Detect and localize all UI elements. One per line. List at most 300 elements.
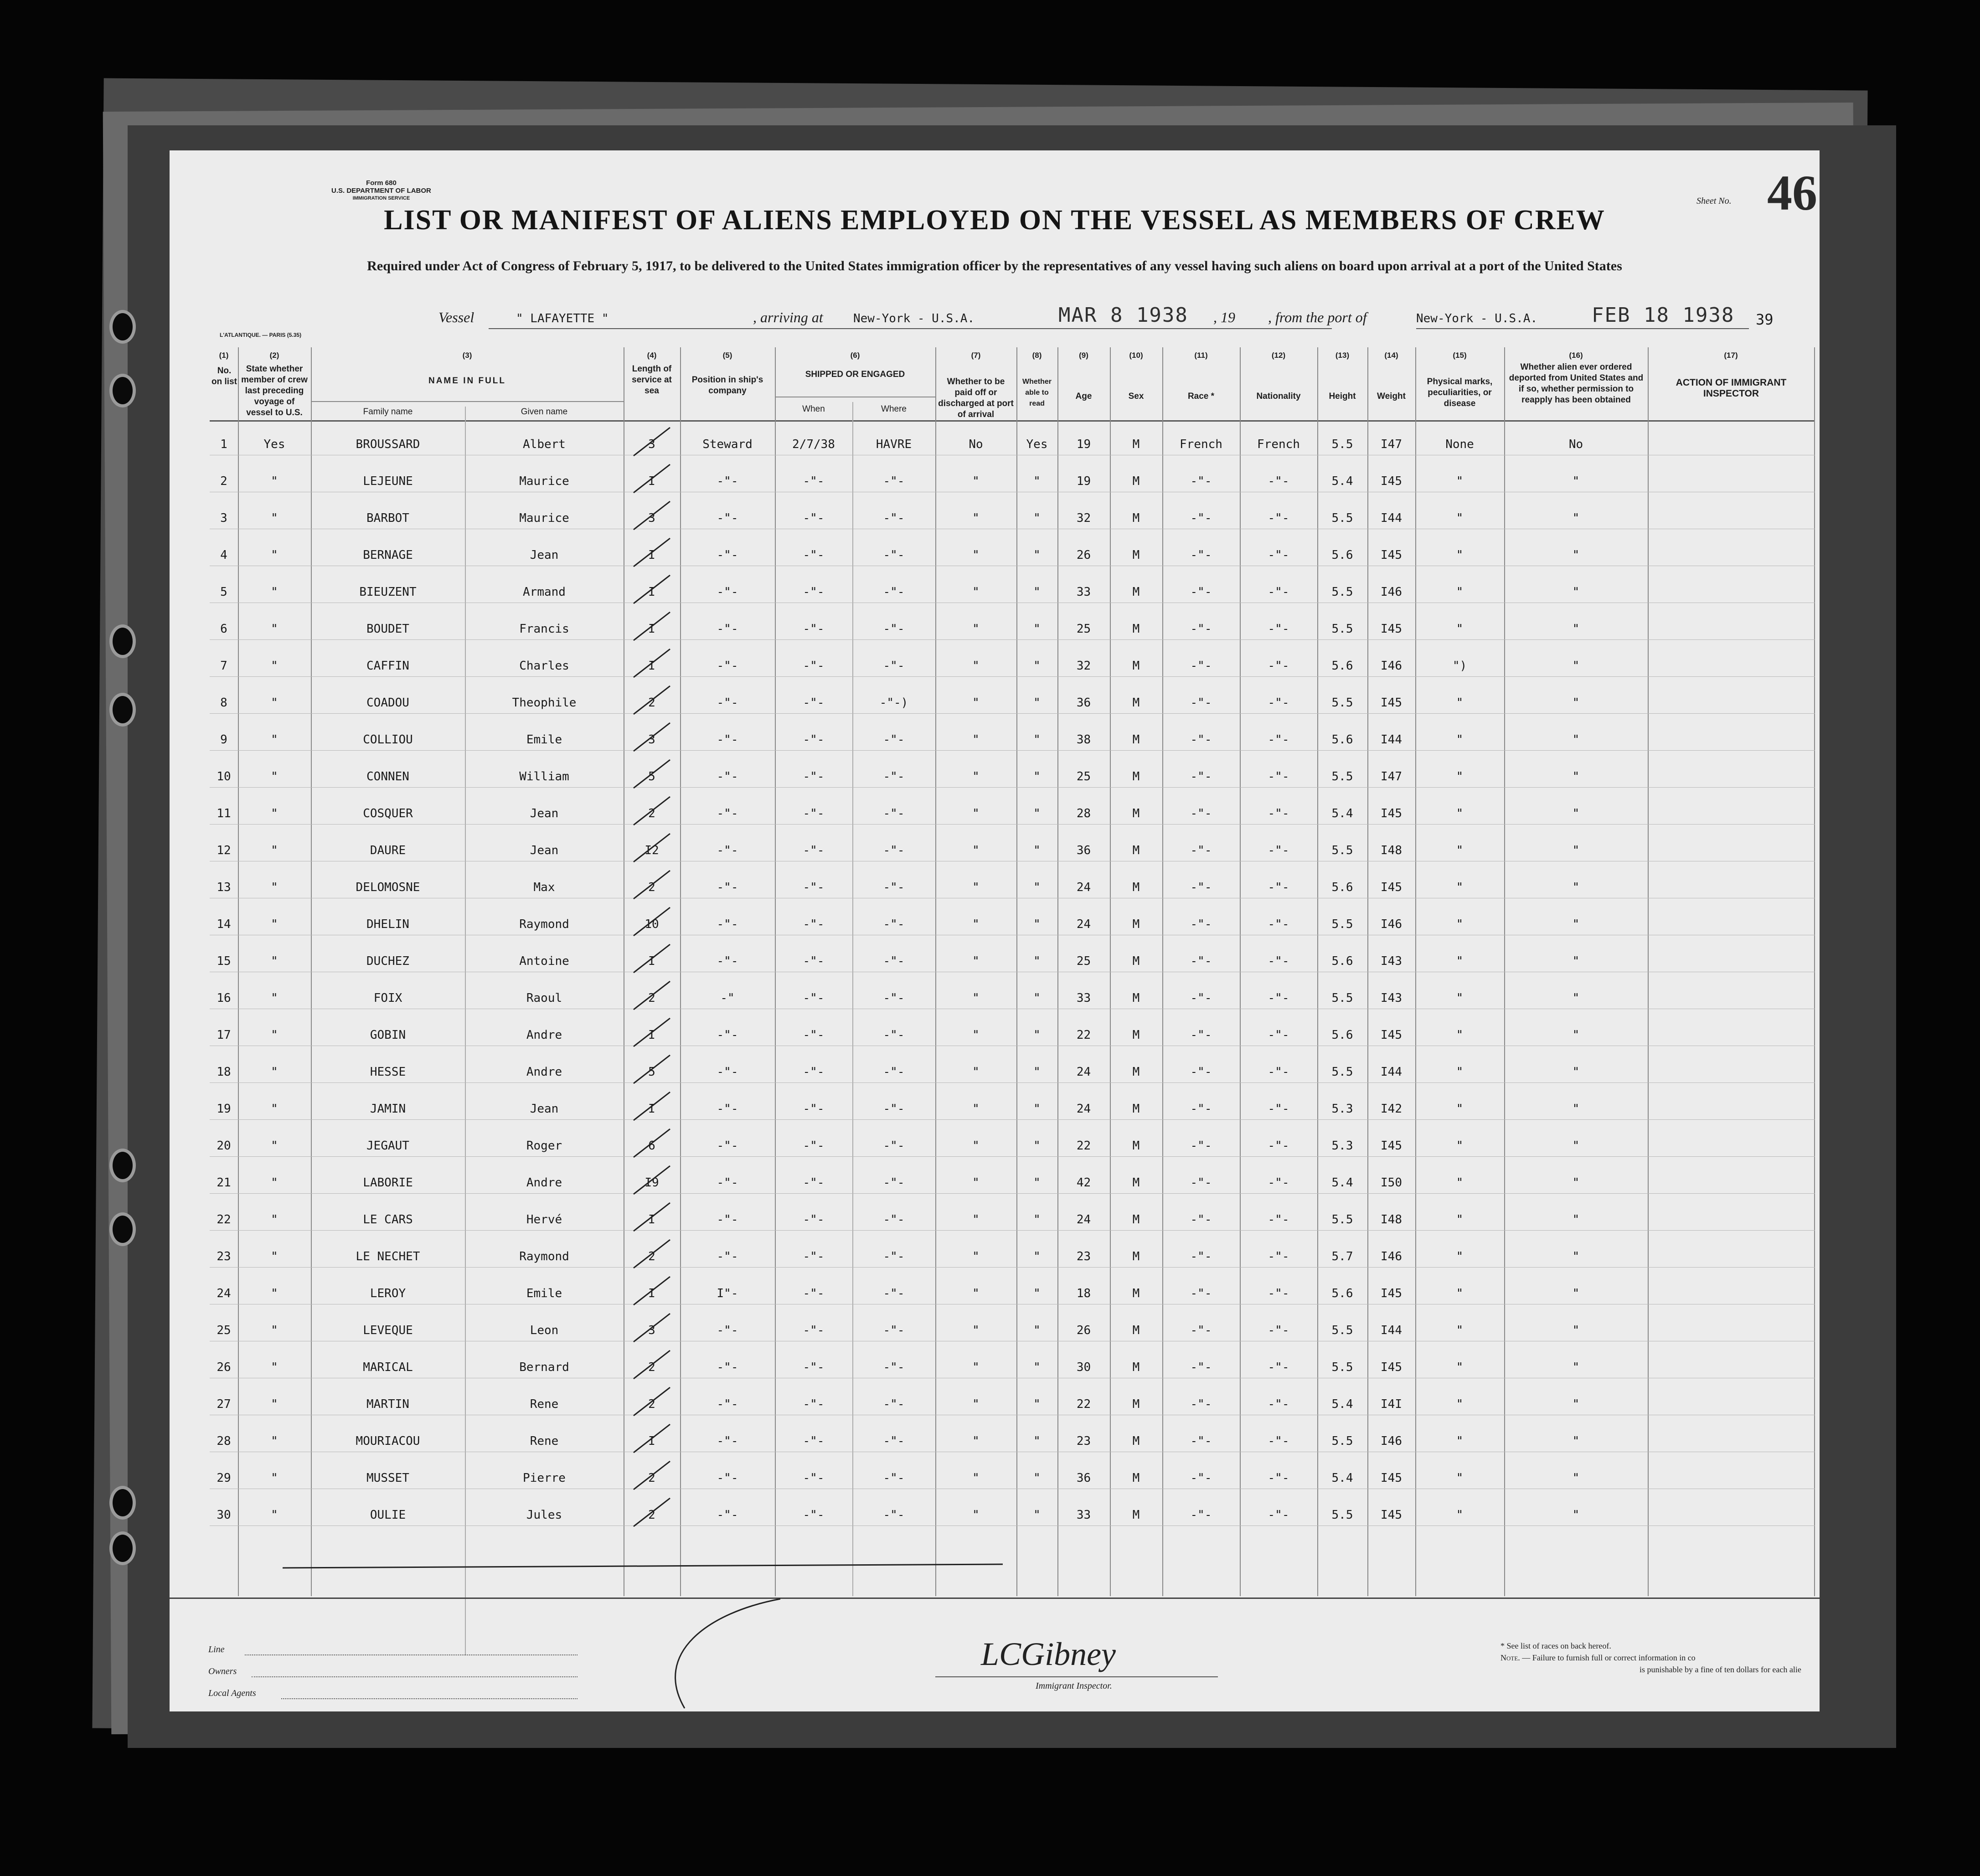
crew-last-voyage-cell: " (271, 1471, 278, 1485)
family-name-cell: LABORIE (363, 1176, 413, 1190)
header-when: When (802, 404, 825, 414)
family-name-cell: DELOMOSNE (356, 881, 420, 894)
paid-off-cell: " (972, 1434, 980, 1448)
physical-marks-cell: " (1456, 954, 1464, 968)
nationality-cell: -"- (1268, 881, 1289, 894)
age-cell: 19 (1076, 474, 1091, 488)
age-cell: 38 (1076, 733, 1091, 747)
weight-cell: I43 (1381, 954, 1402, 968)
row-number-cell: 30 (217, 1508, 231, 1522)
position-cell: -"- (717, 1434, 738, 1448)
age-cell: 33 (1076, 991, 1091, 1005)
header-age: Age (1075, 392, 1092, 401)
given-name-cell: Emile (526, 1287, 562, 1300)
physical-marks-cell: " (1456, 1397, 1464, 1411)
position-cell: -"- (717, 1324, 738, 1337)
sex-cell: M (1132, 1028, 1140, 1042)
family-name-cell: DAURE (370, 844, 406, 857)
binder-hole (109, 374, 136, 407)
race-cell: -"- (1190, 585, 1212, 599)
nationality-cell: -"- (1268, 770, 1289, 783)
shipped-where-cell: -"- (883, 1434, 905, 1448)
service-length-cell: 3 (648, 511, 655, 525)
able-to-read-cell: " (1033, 1176, 1041, 1190)
deported-cell: " (1572, 1508, 1580, 1522)
race-cell: -"- (1190, 622, 1212, 636)
paid-off-cell: " (972, 1102, 980, 1116)
sex-cell: M (1132, 881, 1140, 894)
paid-off-cell: " (972, 1287, 980, 1300)
crew-last-voyage-cell: " (271, 1508, 278, 1522)
physical-marks-cell: " (1456, 1102, 1464, 1116)
nationality-cell: -"- (1268, 1361, 1289, 1374)
line-label: Line (208, 1644, 225, 1654)
penalty-note (1500, 1652, 1696, 1664)
given-name-cell: William (519, 770, 569, 783)
shipped-when-cell: -"- (803, 511, 825, 525)
family-name-cell: LEROY (370, 1287, 406, 1300)
column-number: (17) (1724, 351, 1738, 360)
age-cell: 22 (1076, 1397, 1091, 1411)
physical-marks-cell: " (1456, 622, 1464, 636)
family-name-cell: COSQUER (363, 807, 413, 820)
shipped-where-cell: -"- (883, 474, 905, 488)
sex-cell: M (1132, 1176, 1140, 1190)
shipped-when-cell: -"- (803, 622, 825, 636)
pen-tick-mark (634, 1498, 670, 1526)
able-to-read-cell: " (1033, 474, 1041, 488)
race-cell: -"- (1190, 511, 1212, 525)
nationality-cell: -"- (1268, 474, 1289, 488)
physical-marks-cell: " (1456, 991, 1464, 1005)
shipped-where-cell: -"- (883, 917, 905, 931)
position-cell: -"- (717, 917, 738, 931)
closing-line (283, 1564, 1003, 1568)
position-cell: Steward (702, 438, 753, 451)
nationality-cell: -"- (1268, 1250, 1289, 1263)
crew-last-voyage-cell: " (271, 1361, 278, 1374)
deported-cell: " (1572, 881, 1580, 894)
given-name-cell: Max (533, 881, 555, 894)
service-length-cell: 3 (648, 438, 655, 451)
shipped-when-cell: -"- (803, 474, 825, 488)
physical-marks-cell: " (1456, 1065, 1464, 1079)
binder-hole (109, 1212, 136, 1246)
crew-last-voyage-cell: Yes (263, 438, 285, 451)
physical-marks-cell: " (1456, 1176, 1464, 1190)
sex-cell: M (1132, 548, 1140, 562)
deported-cell: " (1572, 917, 1580, 931)
sex-cell: M (1132, 807, 1140, 820)
able-to-read-cell: " (1033, 1287, 1041, 1300)
header-paid-off: Whether to be paid off or discharged at port of arrival (938, 377, 1014, 419)
family-name-cell: COADOU (366, 696, 409, 710)
position-cell: -"- (717, 1065, 738, 1079)
row-number-cell: 26 (217, 1361, 231, 1374)
sex-cell: M (1132, 1065, 1140, 1079)
position-cell: -"- (717, 1028, 738, 1042)
physical-marks-cell: " (1456, 696, 1464, 710)
header-length-of-service: Length of service at sea (632, 364, 672, 396)
crew-last-voyage-cell: " (271, 954, 278, 968)
position-cell: -"- (717, 844, 738, 857)
sex-cell: M (1132, 1213, 1140, 1227)
given-name-cell: Maurice (519, 474, 569, 488)
service-length-cell: I2 (645, 844, 659, 857)
column-number: (7) (971, 351, 981, 360)
position-cell: -"- (717, 659, 738, 673)
row-number-cell: 28 (217, 1434, 231, 1448)
physical-marks-cell: " (1456, 511, 1464, 525)
pen-tick-mark (634, 501, 670, 530)
header-crew-last-voyage: State whether member of crew last preceding voyage of vessel to U.S. (241, 364, 308, 417)
height-cell: 5.5 (1331, 622, 1353, 636)
sex-cell: M (1132, 438, 1140, 451)
race-cell: -"- (1190, 696, 1212, 710)
pen-tick-mark (634, 944, 670, 973)
position-cell: -"- (717, 1361, 738, 1374)
shipped-when-cell: -"- (803, 1028, 825, 1042)
shipped-when-cell: -"- (803, 1176, 825, 1190)
age-cell: 36 (1076, 696, 1091, 710)
form-number: Form 680 (366, 179, 397, 187)
service-length-cell: 6 (648, 1139, 655, 1153)
able-to-read-cell: " (1033, 991, 1041, 1005)
shipped-when-cell: -"- (803, 1361, 825, 1374)
paid-off-cell: " (972, 1471, 980, 1485)
able-to-read-cell: " (1033, 1324, 1041, 1337)
paid-off-cell: " (972, 1176, 980, 1190)
weight-cell: I46 (1381, 1434, 1402, 1448)
position-cell: -"- (717, 622, 738, 636)
family-name-cell: MUSSET (366, 1471, 409, 1485)
service-length-cell: I (648, 1028, 655, 1042)
height-cell: 5.5 (1331, 1065, 1353, 1079)
physical-marks-cell: " (1456, 1213, 1464, 1227)
crew-last-voyage-cell: " (271, 1397, 278, 1411)
shipped-where-cell: -"- (883, 954, 905, 968)
crew-last-voyage-cell: " (271, 585, 278, 599)
pen-tick-mark (634, 686, 670, 714)
header-sex: Sex (1128, 392, 1144, 401)
physical-marks-cell: " (1456, 1508, 1464, 1522)
crew-last-voyage-cell: " (271, 474, 278, 488)
nationality-cell: -"- (1268, 696, 1289, 710)
age-cell: 30 (1076, 1361, 1091, 1374)
nationality-cell: -"- (1268, 1434, 1289, 1448)
crew-last-voyage-cell: " (271, 548, 278, 562)
family-name-cell: BROUSSARD (356, 438, 420, 451)
paid-off-cell: " (972, 1139, 980, 1153)
given-name-cell: Jean (530, 807, 559, 820)
height-cell: 5.5 (1331, 1324, 1353, 1337)
given-name-cell: Jean (530, 844, 559, 857)
sex-cell: M (1132, 1102, 1140, 1116)
weight-cell: I46 (1381, 585, 1402, 599)
family-name-cell: BIEUZENT (359, 585, 417, 599)
crew-last-voyage-cell: " (271, 511, 278, 525)
row-number-cell: 29 (217, 1471, 231, 1485)
age-cell: 25 (1076, 622, 1091, 636)
able-to-read-cell: " (1033, 1361, 1041, 1374)
weight-cell: I44 (1381, 733, 1402, 747)
signature-line (935, 1676, 1218, 1677)
pen-tick-mark (634, 464, 670, 493)
shipped-when-cell: 2/7/38 (792, 438, 835, 451)
height-cell: 5.6 (1331, 659, 1353, 673)
physical-marks-cell: " (1456, 1139, 1464, 1153)
nationality-cell: -"- (1268, 1287, 1289, 1300)
age-cell: 24 (1076, 1213, 1091, 1227)
paid-off-cell: " (972, 991, 980, 1005)
age-cell: 19 (1076, 438, 1091, 451)
row-number-cell: 16 (217, 991, 231, 1005)
pen-tick-mark (634, 612, 670, 640)
family-name-cell: MOURIACOU (356, 1434, 420, 1448)
family-name-cell: BERNAGE (363, 548, 413, 562)
paid-off-cell: " (972, 844, 980, 857)
nationality-cell: -"- (1268, 1176, 1289, 1190)
deported-cell: " (1572, 1250, 1580, 1263)
shipped-when-cell: -"- (803, 881, 825, 894)
race-cell: -"- (1190, 1213, 1212, 1227)
deported-cell: " (1572, 1361, 1580, 1374)
given-name-cell: Jean (530, 1102, 559, 1116)
crew-last-voyage-cell: " (271, 1065, 278, 1079)
able-to-read-cell: " (1033, 807, 1041, 820)
given-name-cell: Andre (526, 1028, 562, 1042)
row-number-cell: 14 (217, 917, 231, 931)
given-name-cell: Charles (519, 659, 569, 673)
race-cell: -"- (1190, 1471, 1212, 1485)
shipped-when-cell: -"- (803, 807, 825, 820)
age-cell: 28 (1076, 807, 1091, 820)
sex-cell: M (1132, 733, 1140, 747)
age-cell: 33 (1076, 585, 1091, 599)
race-cell: -"- (1190, 991, 1212, 1005)
able-to-read-cell: " (1033, 1250, 1041, 1263)
year-label: , 19 (1213, 309, 1235, 325)
pen-tick-mark (634, 723, 670, 751)
nationality-cell: -"- (1268, 622, 1289, 636)
paid-off-cell: " (972, 1213, 980, 1227)
pen-tick-mark (634, 760, 670, 788)
nationality-cell: -"- (1268, 1102, 1289, 1116)
able-to-read-cell: " (1033, 659, 1041, 673)
weight-cell: I48 (1381, 1213, 1402, 1227)
service-length-cell: 2 (648, 1508, 655, 1522)
department-name: U.S. DEPARTMENT OF LABOR (331, 187, 431, 195)
shipped-where-cell: -"- (883, 548, 905, 562)
paid-off-cell: " (972, 511, 980, 525)
position-cell: -"- (717, 1397, 738, 1411)
column-number: (8) (1032, 351, 1042, 360)
height-cell: 5.3 (1331, 1102, 1353, 1116)
binder-hole (109, 1149, 136, 1182)
physical-marks-cell: " (1456, 1361, 1464, 1374)
given-name-cell: Armand (523, 585, 566, 599)
service-length-cell: I (648, 659, 655, 673)
header-nationality: Nationality (1256, 392, 1301, 401)
arriving-label: , arriving at (753, 309, 823, 325)
able-to-read-cell: " (1033, 696, 1041, 710)
nationality-cell: -"- (1268, 917, 1289, 931)
page-title: LIST OR MANIFEST OF ALIENS EMPLOYED ON THE VESSEL AS MEMBERS OF CREW (384, 205, 1605, 236)
header-race: Race * (1187, 392, 1215, 401)
deported-cell: No (1568, 438, 1583, 451)
paid-off-cell: " (972, 1065, 980, 1079)
race-cell: -"- (1190, 954, 1212, 968)
shipped-where-cell: HAVRE (876, 438, 912, 451)
weight-cell: I47 (1381, 770, 1402, 783)
deported-cell: " (1572, 807, 1580, 820)
family-name-cell: MARICAL (363, 1361, 413, 1374)
service-length-cell: 2 (648, 1361, 655, 1374)
pen-tick-mark (634, 797, 670, 825)
pen-tick-mark (634, 1387, 670, 1416)
row-number-cell: 4 (220, 548, 227, 562)
column-number: (15) (1453, 351, 1467, 360)
column-number: (9) (1079, 351, 1088, 360)
height-cell: 5.4 (1331, 1471, 1353, 1485)
sex-cell: M (1132, 1139, 1140, 1153)
row-number-cell: 15 (217, 954, 231, 968)
paid-off-cell: " (972, 622, 980, 636)
family-name-cell: JEGAUT (366, 1139, 409, 1153)
race-cell: -"- (1190, 1028, 1212, 1042)
shipped-where-cell: -"- (883, 991, 905, 1005)
header-given-name: Given name (521, 407, 568, 417)
form-identifier (331, 179, 431, 202)
sex-cell: M (1132, 1434, 1140, 1448)
deported-cell: " (1572, 770, 1580, 783)
family-name-cell: BARBOT (366, 511, 409, 525)
race-cell: -"- (1190, 1250, 1212, 1263)
nationality-cell: -"- (1268, 954, 1289, 968)
deported-cell: " (1572, 1102, 1580, 1116)
crew-last-voyage-cell: " (271, 1139, 278, 1153)
header-able-to-read: Whether able to read (1022, 378, 1052, 407)
able-to-read-cell: " (1033, 1102, 1041, 1116)
given-name-cell: Rene (530, 1434, 559, 1448)
able-to-read-cell: " (1033, 881, 1041, 894)
age-cell: 42 (1076, 1176, 1091, 1190)
age-cell: 24 (1076, 881, 1091, 894)
service-length-cell: I (648, 1102, 655, 1116)
height-cell: 5.4 (1331, 1397, 1353, 1411)
sex-cell: M (1132, 622, 1140, 636)
given-name-cell: Hervé (526, 1213, 562, 1227)
vessel-name: " LAFAYETTE " (516, 312, 609, 325)
race-cell: -"- (1190, 917, 1212, 931)
able-to-read-cell: " (1033, 1028, 1041, 1042)
paid-off-cell: " (972, 807, 980, 820)
height-cell: 5.6 (1331, 1287, 1353, 1300)
height-cell: 5.5 (1331, 585, 1353, 599)
deported-cell: " (1572, 585, 1580, 599)
position-cell: -"- (717, 733, 738, 747)
service-length-cell: 5 (648, 770, 655, 783)
service-length-cell: I (648, 585, 655, 599)
able-to-read-cell: " (1033, 1213, 1041, 1227)
family-name-cell: HESSE (370, 1065, 406, 1079)
position-cell: -"- (717, 1213, 738, 1227)
position-cell: -"- (717, 696, 738, 710)
physical-marks-cell: " (1456, 770, 1464, 783)
row-number-cell: 20 (217, 1139, 231, 1153)
row-number-cell: 22 (217, 1213, 231, 1227)
pen-tick-mark (634, 538, 670, 567)
deported-cell: " (1572, 844, 1580, 857)
crew-manifest-table (210, 347, 1815, 1596)
sex-cell: M (1132, 511, 1140, 525)
printer-imprint: L'ATLANTIQUE. — PARIS (5.35) (220, 332, 302, 338)
header-family-name: Family name (363, 407, 413, 417)
able-to-read-cell: Yes (1026, 438, 1048, 451)
position-cell: -"- (717, 1176, 738, 1190)
row-number-cell: 3 (220, 511, 227, 525)
position-cell: -"- (717, 954, 738, 968)
sex-cell: M (1132, 659, 1140, 673)
from-underline (1416, 328, 1749, 329)
race-cell: -"- (1190, 474, 1212, 488)
sex-cell: M (1132, 1250, 1140, 1263)
pen-tick-mark (634, 1277, 670, 1305)
crew-last-voyage-cell: " (271, 1213, 278, 1227)
paid-off-cell: " (972, 585, 980, 599)
paid-off-cell: " (972, 770, 980, 783)
deported-cell: " (1572, 1287, 1580, 1300)
pen-tick-mark (634, 1350, 670, 1379)
shipped-where-cell: -"- (883, 770, 905, 783)
column-number: (13) (1335, 351, 1350, 360)
paid-off-cell: " (972, 1250, 980, 1263)
physical-marks-cell: " (1456, 585, 1464, 599)
pen-tick-mark (634, 1314, 670, 1342)
age-cell: 23 (1076, 1250, 1091, 1263)
header-name-in-full: NAME IN FULL (428, 376, 506, 386)
weight-cell: I48 (1381, 844, 1402, 857)
able-to-read-cell: " (1033, 622, 1041, 636)
row-number-cell: 7 (220, 659, 227, 673)
family-name-cell: DUCHEZ (366, 954, 409, 968)
service-length-cell: 3 (648, 733, 655, 747)
row-number-cell: 1 (220, 438, 227, 451)
given-name-cell: Jean (530, 548, 559, 562)
race-cell: -"- (1190, 807, 1212, 820)
manifest-footer (170, 1598, 1820, 1711)
shipped-where-cell: -"- (883, 844, 905, 857)
pen-tick-mark (634, 1166, 670, 1194)
column-number: (2) (269, 351, 279, 360)
crew-last-voyage-cell: " (271, 733, 278, 747)
row-number-cell: 27 (217, 1397, 231, 1411)
weight-cell: I45 (1381, 1508, 1402, 1522)
nationality-cell: -"- (1268, 1065, 1289, 1079)
shipped-when-cell: -"- (803, 954, 825, 968)
height-cell: 5.5 (1331, 1213, 1353, 1227)
shipped-when-cell: -"- (803, 1508, 825, 1522)
pen-tick-mark (634, 1055, 670, 1083)
owners-label: Owners (208, 1666, 237, 1676)
shipped-where-cell: -"- (883, 511, 905, 525)
row-number-cell: 5 (220, 585, 227, 599)
sex-cell: M (1132, 770, 1140, 783)
column-number: (16) (1569, 351, 1583, 360)
race-cell: -"- (1190, 548, 1212, 562)
row-number-cell: 12 (217, 844, 231, 857)
family-name-cell: LEVEQUE (363, 1324, 413, 1337)
